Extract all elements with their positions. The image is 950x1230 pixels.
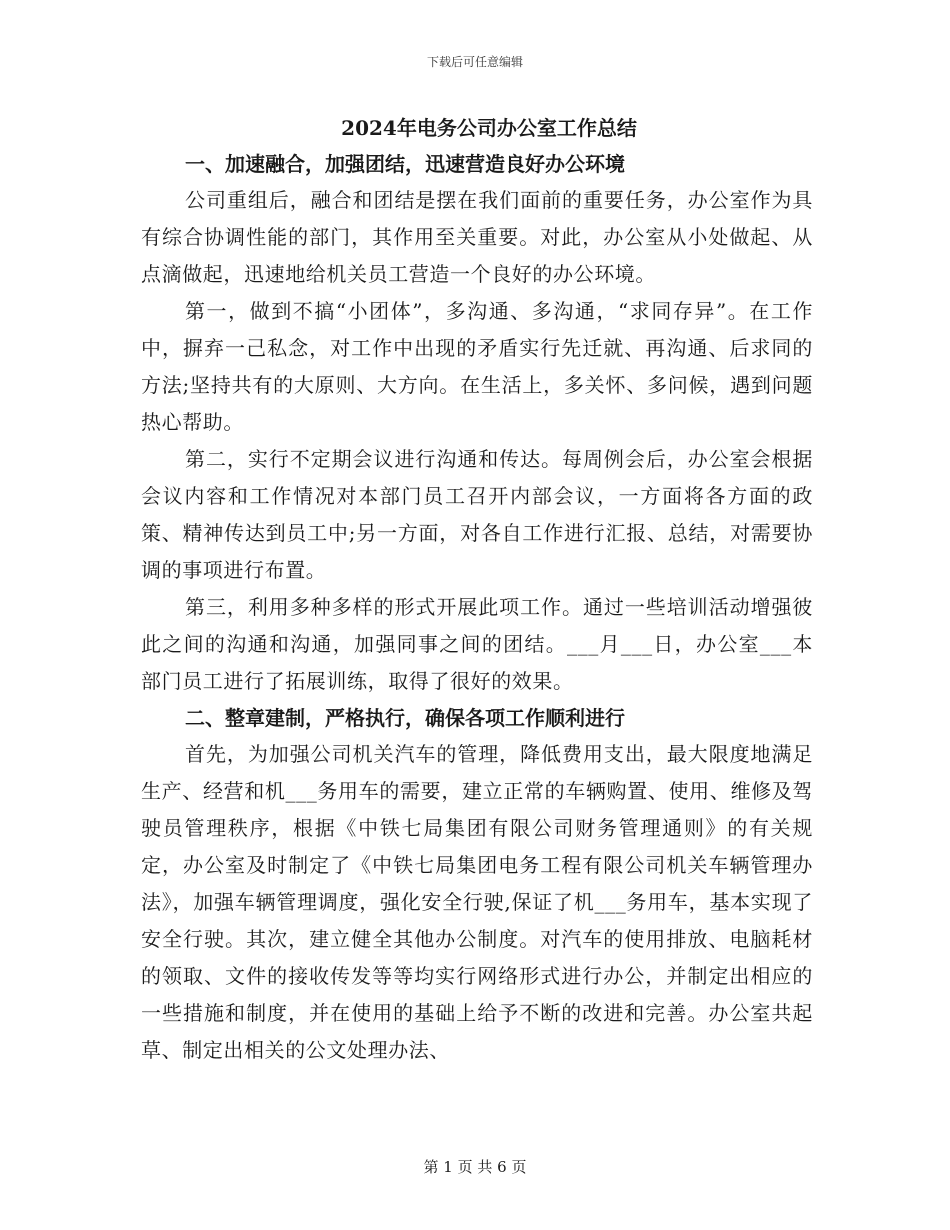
page-number-footer: 第 1 页 共 6 页 <box>423 1158 527 1176</box>
paragraph: 第三，利用多种多样的形式开展此项工作。通过一些培训活动增强彼此之间的沟通和沟通，加强同事之间的团结。___月___日，办公室___本部门员工进行了拓展训练，取得了很好的效果。 <box>141 595 813 693</box>
section-1 <box>141 146 813 700</box>
section-heading: 一、加速融合，加强团结，迅速营造良好办公环境 <box>185 152 625 176</box>
paragraph: 公司重组后，融合和团结是摆在我们面前的重要任务，办公室作为具有综合协调性能的部门，其作用至关重要。对此，办公室从小处做起、从点滴做起，迅速地给机关员工营造一个良好的办公环境。 <box>141 188 813 286</box>
paragraph: 第二，实行不定期会议进行沟通和传达。每周例会后，办公室会根据会议内容和工作情况对本部门员工召开内部会议，一方面将各方面的政策、精神传达到员工中;另一方面，对各自工作进行汇报、总结，对需要协调的事项进行布置。 <box>141 447 813 582</box>
section-2 <box>141 700 813 1069</box>
document-body <box>141 112 813 1069</box>
paragraph: 第一，做到不搞“小团体”，多沟通、多沟通，“求同存异”。在工作中，摒弃一己私念，对工作中出现的矛盾实行先迁就、再沟通、后求同的方法;坚持共有的大原则、大方向。在生活上，多关怀、多问候，遇到问题热心帮助。 <box>141 299 813 434</box>
document-title: 2024年电务公司办公室工作总结 <box>341 116 637 140</box>
paragraph: 首先，为加强公司机关汽车的管理，降低费用支出，最大限度地满足生产、经营和机___务用车的需要，建立正常的车辆购置、使用、维修及驾驶员管理秩序，根据《中铁七局集团有限公司财务管理通则》的有关规定，办公室及时制定了《中铁七局集团电务工程有限公司机关车辆管理办法》，加强车辆管理调度，强化安全行驶,保证了机___务用车，基本实现了安全行驶。其次，建立健全其他办公制度。对汽车的使用排放、电脑耗材的领取、文件的接收传发等等均实行网络形式进行办公，并制定出相应的一些措施和制度，并在使用的基础上给予不断的改进和完善。办公室共起草、制定出相关的公文处理办法、 <box>141 742 813 1062</box>
header-note: 下载后可任意编辑 <box>426 55 523 69</box>
section-heading: 二、整章建制，严格执行，确保各项工作顺利进行 <box>185 706 625 730</box>
